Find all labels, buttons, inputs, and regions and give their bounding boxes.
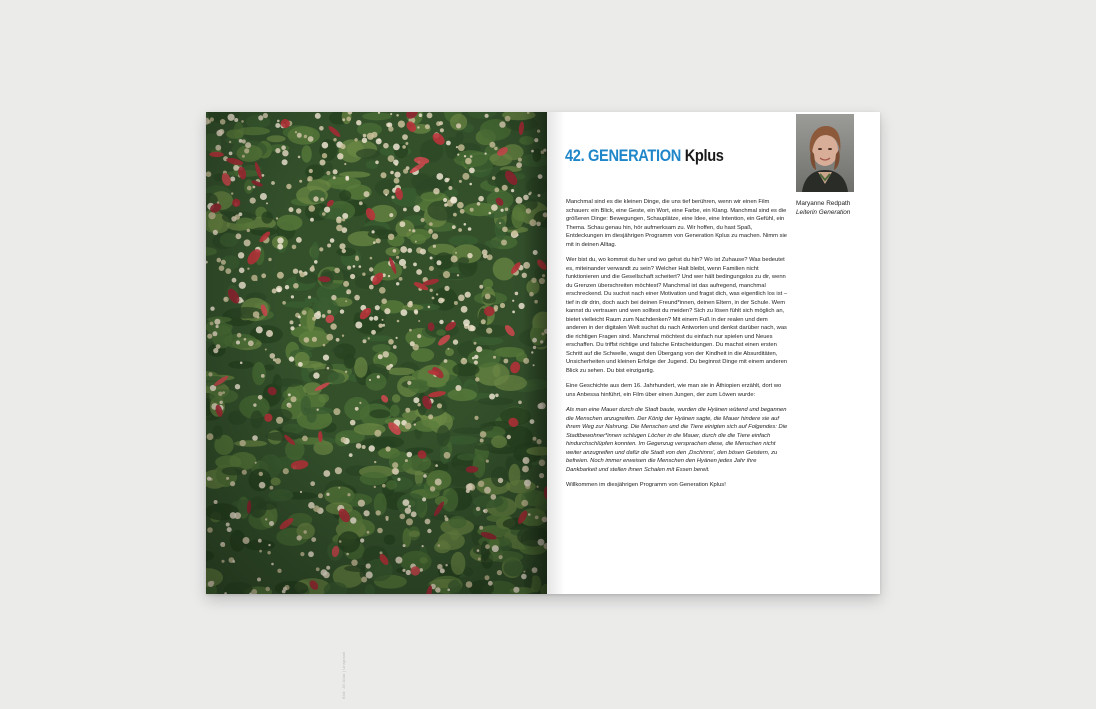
- paragraph-story-intro: Eine Geschichte aus dem 16. Jahrhundert, wie man sie in Äthiopien erzählt, dort wo uns Anbessa hinführt, ein Film über einen Jungen, der zum Löwen wurde:: [566, 383, 782, 398]
- body-text: [566, 198, 788, 497]
- title-number: 42.: [565, 146, 585, 165]
- flowering-shrub-photo: [206, 112, 547, 594]
- quote-story: Als man eine Mauer durch die Stadt baute, wurden die Hyänen wütend und begannen die Menschen anzugreifen. Der König der Hyänen sagte, die Mauer hindere sie auf ihrem Weg zur Nahrung. Die Menschen und die Tiere einigten sich auf Folgendes: Die Stadtbewohner*innen schlugen Löcher in die Mauer, durch die die Tiere einfach hindurchschlüpfen konnten. Im Gegenzug versprachen diese, die Menschen nicht weiter anzugreifen und dafür die Stadt von den ‚Dschinns', den bösen Geistern, zu befreien. Noch immer erweisen die Menschen den Hyänen jedes Jahr ihre Dankbarkeit und stellen ihnen Schalen mit Essen bereit.: [566, 407, 788, 473]
- paragraph-closing: Willkommen im diesjährigen Programm von Generation Kplus!: [566, 482, 726, 488]
- paragraph-intro: Manchmal sind es die kleinen Dinge, die uns tief berühren, wenn wir einen Film schauen: ein Blick, eine Geste, ein Wort, eine Farbe, ein Klang. Manchmal sind es die größeren Dinge: Bewegungen, Schauplätze, eine Idee, eine Intention, ein Gefühl, ein Thema. Schau genau hin, hör aufmerksam zu. Wir hoffen, du hast Spaß, Entdeckungen im diesjährigen Programm von Generation Kplus zu machen. Nimm sie mit in deinen Alltag.: [566, 199, 788, 248]
- paragraph-questions: Wer bist du, wo kommst du her und wo gehst du hin? Wo ist Zuhause? Was bedeutet es, miteinander verwandt zu sein? Welcher Halt bleibt, wenn Familien nicht funktionieren und die Gesellschaft scheitert? Und wer hält bedingungslos zu dir, wenn du Grenzen überschreiten möchtest? Manchmal ist das aufregend, manchmal erschreckend. Du suchst nach einer Motivation und fragst dich, was eigentlich los ist – tief in dir drin, doch auch bei deinen Freund*innen, deinen Eltern, in der Schule. Wem kannst du vertrauen und wen solltest du meiden? Sich zu lösen fühlt sich möglich an, bietet vielleicht Raum zum Nachdenken? Mit einem Fuß in der realen und dem anderen in der digitalen Welt suchst du nach Antworten und denkst darüber nach, was die richtigen Fragen sind. Manchmal möchtest du einfach nur spielen und Neues erschaffen. Du triffst richtige und falsche Entscheidungen. Du machst einen ersten Schritt auf die Schwelle, wagst den Übergang von der Kindheit in die Absurditäten, Unsicherheiten und kleinen Erfolge der Jugend. Du beginnst Dinge mit einem anderen Blick zu sehen. Du bist einzigartig.: [566, 257, 788, 374]
- left-page-photo: [206, 112, 547, 594]
- portrait-image: [796, 114, 854, 192]
- title-suffix: Kplus: [684, 146, 724, 165]
- right-page: [547, 112, 880, 594]
- magazine-spread: [206, 112, 880, 594]
- portrait-name: Maryanne Redpath: [796, 200, 851, 207]
- portrait-caption: [796, 200, 876, 217]
- page-title: [565, 146, 724, 166]
- title-generation: GENERATION: [588, 146, 681, 165]
- portrait-role: Leiterin Generation: [796, 208, 851, 216]
- gutter-shadow: [523, 112, 547, 594]
- photo-credit: Bild: Jill Alda | Unsplash: [341, 651, 346, 699]
- portrait-photo: [796, 114, 854, 192]
- gutter-shadow-right: [547, 112, 565, 594]
